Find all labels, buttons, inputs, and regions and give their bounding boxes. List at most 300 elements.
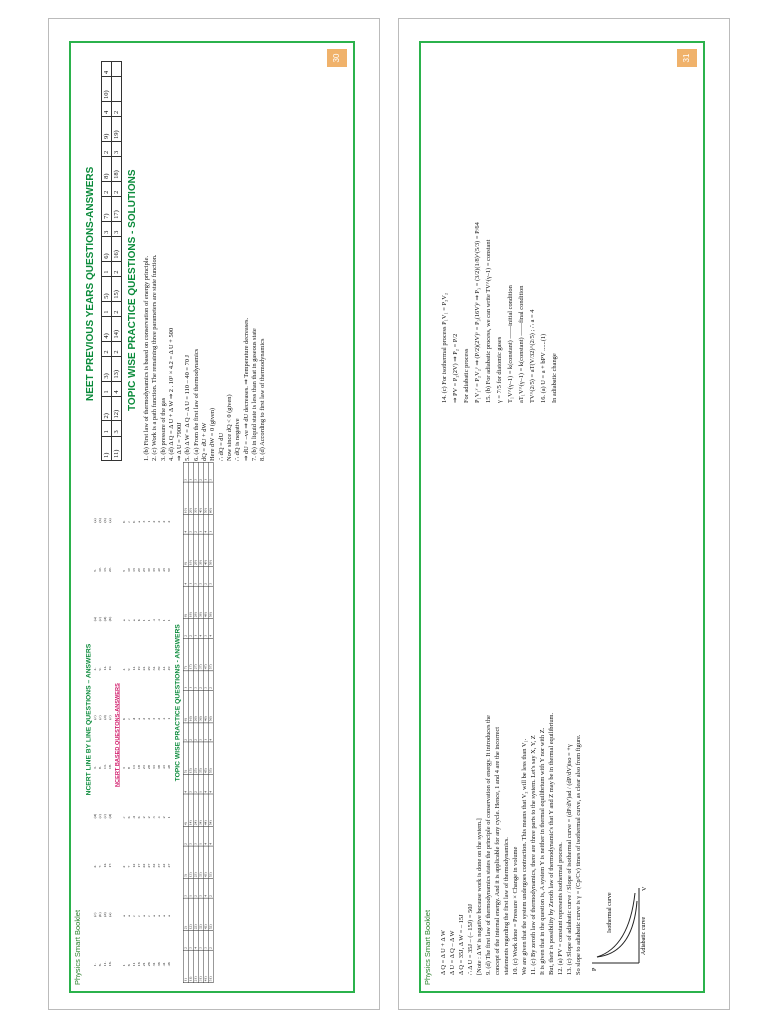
question-number: 7) <box>102 196 112 221</box>
topic-answers-title: TOPIC WISE PRACTICE QUESTIONS - ANSWERS <box>174 624 181 782</box>
page-number: 31 <box>677 49 697 67</box>
question-number: 27 <box>147 863 151 868</box>
question-number: 1 <box>122 964 126 967</box>
question-number: 6. <box>98 963 102 967</box>
solution-line: T₁V^(γ–1) = k(constant) ——initial condition <box>507 285 514 403</box>
question-number: 2. <box>93 864 97 868</box>
question-number: 30 <box>147 568 151 572</box>
solutions-14-16 <box>439 63 560 403</box>
answer-value: 1 <box>198 775 203 795</box>
question-number: 9 <box>127 668 131 671</box>
question-number: 17) <box>188 638 193 670</box>
question-number: 14) <box>188 794 193 826</box>
answer-value: b <box>127 816 131 819</box>
answer-value: 2 <box>208 879 213 899</box>
answer-value: 2 <box>183 931 188 951</box>
answer-value: 4 <box>102 62 112 77</box>
answer-value: a <box>137 718 141 720</box>
booklet-page-30 <box>48 18 380 1010</box>
question-number: 36 <box>157 962 161 967</box>
solution-line: statements regarding the first law of thermodynamics. <box>503 837 510 975</box>
solution-line: 2. (c) Work is a path function. The remaining three parameters are state function. <box>151 254 159 461</box>
answer-value: c <box>127 520 131 523</box>
answer-value: 4 <box>112 381 122 396</box>
answer-value: 2 <box>183 723 188 743</box>
answer-value: 3 <box>203 619 208 639</box>
answer-value: 4 <box>208 723 213 743</box>
answer-value: 4 <box>183 567 188 587</box>
question-number: 14) <box>112 316 122 341</box>
question-number: 9. <box>98 667 102 671</box>
solution-line: 1. (b) First law of thermodynamics is based on conservation of energy principle. <box>143 255 150 461</box>
question-number: 21 <box>142 962 146 967</box>
solution-line: ⇒ dU = –ve ⇒ dU decreases. ⇒ Temperature decreases. <box>242 317 250 461</box>
answer-value: (b) <box>108 616 112 622</box>
answer-value: d <box>132 717 136 720</box>
answer-value: a <box>167 915 171 917</box>
question-number: 17 <box>137 863 141 868</box>
page-31-frame <box>419 41 705 993</box>
question-number: 49) <box>203 534 208 566</box>
solution-line: γ = 7/5 for diatomic gases <box>496 336 503 403</box>
question-number: 49 <box>167 666 171 671</box>
question-number: 15 <box>132 568 136 572</box>
question-number: 14 <box>132 666 136 671</box>
p-axis-label: P <box>592 967 598 971</box>
solution-line: 14. (c) For isothermal process P₁V₁ = P₂V₂ <box>441 292 448 403</box>
question-number: 18) <box>188 586 193 618</box>
answer-value: 2 <box>188 723 193 743</box>
question-number: 10) <box>183 482 188 514</box>
question-number: 46 <box>167 962 171 967</box>
question-number: 31) <box>198 950 203 982</box>
answer-value: 1 <box>142 619 146 622</box>
answer-value: 1 <box>188 567 193 587</box>
page-30-rotated-content <box>49 19 379 1009</box>
question-number: 43) <box>203 846 208 878</box>
answer-value: 4 <box>208 775 213 795</box>
answer-value: 4 <box>208 827 213 847</box>
answer-value: b <box>137 816 141 819</box>
neet-answers-table <box>101 61 122 461</box>
solution-line: [Note : Δ W is negative because work is done on the system.] <box>476 818 483 975</box>
question-number: 43 <box>162 765 166 770</box>
question-number: 4. <box>93 667 97 671</box>
answer-value: 2 <box>167 520 171 523</box>
answer-value: 2 <box>147 816 151 819</box>
question-number: 5) <box>183 742 188 774</box>
question-number: 5) <box>102 276 112 301</box>
answer-value: 3 <box>193 567 198 587</box>
question-number: 28) <box>193 586 198 618</box>
answer-value: 2 <box>208 931 213 951</box>
answer-value: 3 <box>198 931 203 951</box>
answer-value: (c) <box>93 715 97 720</box>
question-number: 22 <box>142 863 146 868</box>
answer-value: (d) <box>108 813 112 819</box>
question-number: 50) <box>203 482 208 514</box>
ncert-line-title: NCERT LINE BY LINE QUESTIONS – ANSWERS <box>85 643 92 796</box>
question-number: 18 <box>137 765 141 770</box>
answer-value: 2 <box>193 879 198 899</box>
solution-line: ⇒ PV = P₂(2V) ⇒ P₂ = P/2 <box>452 333 459 403</box>
answer-value: 3 <box>183 879 188 899</box>
answer-value: 1 <box>208 515 213 535</box>
answer-value: (a) <box>108 912 112 917</box>
answer-value: 3 <box>208 462 213 482</box>
answer-value: (d) <box>93 813 97 819</box>
question-number: 51) <box>208 950 213 982</box>
question-number: 54) <box>208 794 213 826</box>
adiabatic-curve <box>597 901 637 957</box>
answer-value: 2 <box>198 671 203 691</box>
answer-value: 2 <box>147 717 151 720</box>
answer-value: 3 <box>188 775 193 795</box>
question-number: 30) <box>193 482 198 514</box>
neet-answers-title: NEET PREVIOUS YEARS QUESTIONS-ANSWERS <box>85 166 96 401</box>
question-number: 13) <box>188 846 193 878</box>
answer-value: 2 <box>157 520 161 523</box>
answer-value: (c) <box>103 814 107 819</box>
answer-value: 2 <box>183 619 188 639</box>
question-number: 57) <box>208 638 213 670</box>
question-number: 14. <box>103 665 107 671</box>
v-axis-label: V <box>642 886 648 891</box>
answer-value: 2 <box>203 567 208 587</box>
question-number: 26) <box>193 690 198 722</box>
solution-line: 9. (d) The first law of thermodynamics states the principle of conservation of energy. It introduces the <box>485 715 492 975</box>
answer-value: 3 <box>203 931 208 951</box>
answer-value: 2 <box>157 717 161 720</box>
question-number: 2 <box>122 865 126 868</box>
answer-value: 2 <box>112 181 122 196</box>
answer-value: c <box>132 915 136 917</box>
answer-value: 4 <box>193 931 198 951</box>
question-number: 12) <box>112 396 122 421</box>
question-number: 23 <box>142 765 146 770</box>
question-number: 56) <box>208 690 213 722</box>
question-number: 24 <box>142 666 146 671</box>
answer-value: 3 <box>112 141 122 156</box>
question-number: 55) <box>208 742 213 774</box>
question-number: 8) <box>102 156 112 181</box>
answer-value: d <box>132 816 136 819</box>
answer-value: 4 <box>203 827 208 847</box>
question-number: 19 <box>137 666 141 671</box>
answer-value: 2 <box>102 181 112 196</box>
answer-value: 1 <box>193 619 198 639</box>
answer-value: b <box>137 619 141 622</box>
question-number: 11 <box>132 962 136 967</box>
answer-value: b <box>122 520 126 523</box>
answer-value: 4 <box>183 775 188 795</box>
question-number: 47) <box>203 638 208 670</box>
page-30-lower-block <box>85 51 347 461</box>
solution-line: 8. (d) According to first law of thermodynamics <box>259 338 267 461</box>
question-number: 37) <box>198 638 203 670</box>
question-number: 8 <box>127 767 131 770</box>
question-number: 8) <box>183 586 188 618</box>
solution-line: ∴ Δ U = 35J – (– 15J) = 50J <box>467 904 474 975</box>
solution-line: 15. (b) For adiabatic process, we can write TV^(γ–1) = constant <box>485 239 492 403</box>
answer-value: 2 <box>112 261 122 276</box>
question-number: 4) <box>183 794 188 826</box>
solution-line: 3. (b) pressure of the gas <box>159 397 167 461</box>
question-number: 11) <box>188 950 193 982</box>
question-number: 2) <box>183 898 188 930</box>
answer-value: 2 <box>188 619 193 639</box>
question-number: 15) <box>188 742 193 774</box>
answer-value: 2 <box>152 520 156 523</box>
answer-value: 2 <box>193 515 198 535</box>
page-number: 30 <box>327 49 347 67</box>
question-number: 16. <box>108 961 112 967</box>
answer-value: 1 <box>203 462 208 482</box>
answer-value: c <box>147 915 151 917</box>
answer-value: 1 <box>198 515 203 535</box>
answer-value: 1 <box>188 462 193 482</box>
question-number: 20) <box>188 482 193 514</box>
answer-value: 3 <box>193 462 198 482</box>
answer-value: 4 <box>152 619 156 622</box>
answer-value: 3 <box>198 879 203 899</box>
solution-line: TV^(2/5) = aT(V/32)^(2/5) ; ∴ a = 4 <box>529 309 536 403</box>
solution-line: So slope to adiabatic curve is γ = (Cp/Cv) times of isothermal curve, as clear also from figure. <box>575 734 582 975</box>
question-number: 36) <box>198 690 203 722</box>
answer-value: 2 <box>112 102 122 117</box>
solution-line: ∴ dQ is negative <box>234 418 242 461</box>
question-number: 28 <box>147 765 151 770</box>
question-number: 17. <box>108 862 112 868</box>
solution-line: P₁V₁ʸ = P₂V₂ʸ ⇒ (P/2)(2V)ʸ = P₃(16V)ʸ ⇒ P₃ = (3/2)(1/8)^(5/3) = P/64 <box>474 222 481 403</box>
answer-value: (a) <box>108 518 112 523</box>
question-number: 17) <box>112 196 122 221</box>
solution-line: In adiabatic change <box>551 353 558 403</box>
answer-value: (c) <box>98 814 102 819</box>
isothermal-label: Isothermal curve <box>607 892 613 933</box>
answer-value: 4 <box>162 717 166 720</box>
answer-value: 1 <box>167 619 171 622</box>
answer-value: (d) <box>103 912 107 917</box>
running-header: Physics Smart Booklet <box>73 909 82 985</box>
answer-value: 2 <box>142 816 146 819</box>
question-number: 3) <box>102 356 112 381</box>
question-number: 15) <box>112 276 122 301</box>
answer-value: 2 <box>193 723 198 743</box>
question-number: 60) <box>208 482 213 514</box>
answer-value: (c) <box>98 616 102 622</box>
solution-line: Δ U = Δ Q – Δ W <box>449 930 456 975</box>
answer-value: 3 <box>188 827 193 847</box>
answer-value: 1 <box>102 301 112 316</box>
answer-value: 3 <box>142 520 146 523</box>
question-number: 3) <box>183 846 188 878</box>
question-number: 16) <box>188 690 193 722</box>
answer-value: 4 <box>102 102 112 117</box>
answer-value: b <box>122 717 126 720</box>
answer-value: 1 <box>188 671 193 691</box>
answer-value: 1 <box>198 827 203 847</box>
answer-value: 4 <box>157 816 161 819</box>
question-number: 45 <box>162 568 166 572</box>
solution-line: Here dW = 0 (given) <box>209 407 217 461</box>
answer-value: a <box>157 915 161 917</box>
answer-value: (d) <box>103 715 107 720</box>
answer-value: c <box>127 619 131 622</box>
question-number: 2) <box>102 396 112 421</box>
answer-value: a <box>137 520 141 523</box>
question-number: 26 <box>147 962 151 967</box>
solution-line: 7. (b) in liquid state is less than that in gaseous state <box>250 328 258 461</box>
answer-value: (a) <box>93 616 97 622</box>
question-number: 1) <box>183 950 188 982</box>
question-number: 13. <box>103 764 107 770</box>
answer-value: 2 <box>142 717 146 720</box>
answer-value: (b) <box>98 912 102 917</box>
question-number: 11) <box>112 436 122 460</box>
question-number: 21) <box>193 950 198 982</box>
question-number: 19. <box>108 665 112 671</box>
answer-value: 3 <box>198 567 203 587</box>
isothermal-curve <box>597 893 635 957</box>
question-number: 44 <box>162 666 166 671</box>
answer-value: 2 <box>112 301 122 316</box>
question-number: 16) <box>112 236 122 261</box>
answer-value <box>112 62 122 77</box>
question-number: 13 <box>132 765 136 770</box>
question-number: 42 <box>162 863 166 868</box>
page-31-rotated-content <box>399 19 729 1009</box>
answer-value: 4 <box>198 619 203 639</box>
solution-line: It is given that in the question is, A system Y is neither in thermal equilibrium with Y nor with Z. <box>539 727 546 975</box>
question-number: 38 <box>157 765 161 770</box>
question-number: 7. <box>98 864 102 868</box>
question-number: 34 <box>152 666 156 671</box>
answer-value: 2 <box>102 141 112 156</box>
answer-value: 3 <box>193 827 198 847</box>
answer-value: a <box>142 915 146 917</box>
answer-value: 3 <box>152 816 156 819</box>
question-number: 35) <box>198 742 203 774</box>
solution-line: ⇒ Δ U = 7900J <box>176 422 184 461</box>
question-number: 50 <box>167 568 171 572</box>
solution-line: 13. (c) Slope of adiabatic curve / Slope of isothermal curve = (dP/dV)ad / (dP/dV)iso = +γ <box>566 744 573 975</box>
answer-value: 1 <box>102 421 112 436</box>
question-number: 29) <box>193 534 198 566</box>
answer-value: (d) <box>103 616 107 622</box>
question-number: 9) <box>183 534 188 566</box>
question-number: 33 <box>152 765 156 770</box>
question-number: 46) <box>203 690 208 722</box>
question-number: 18. <box>108 764 112 770</box>
question-number: 34) <box>198 794 203 826</box>
question-number: 40) <box>198 482 203 514</box>
question-number: 42) <box>203 898 208 930</box>
answer-value: 3 <box>193 671 198 691</box>
answer-value: (a) <box>93 518 97 523</box>
question-number: 19) <box>188 534 193 566</box>
answer-value: a <box>152 915 156 917</box>
solution-line: concept of the internal energy. And it is applicable for any cycle. Hence, 1 and 4 are the incorrect <box>494 726 501 975</box>
question-number: 32 <box>152 863 156 868</box>
answer-value: 1 <box>102 381 112 396</box>
answer-value: 3 <box>152 717 156 720</box>
solution-line: 5. (b) Δ W = Δ Q – Δ U = 110 – 40 = 70 J <box>184 354 192 461</box>
question-number: 9) <box>102 117 112 142</box>
question-number: 20. <box>108 567 112 572</box>
question-number: 8. <box>98 766 102 770</box>
question-number: 5. <box>93 569 97 572</box>
pv-curve-graph <box>587 883 647 973</box>
question-number: 15. <box>103 567 107 572</box>
solution-line: 10. (c) Work done = Pressure × Change in volume <box>512 846 519 975</box>
answer-value: 1 <box>167 816 171 819</box>
question-number: 11. <box>103 961 107 967</box>
answer-value: a <box>122 619 126 622</box>
solution-line: Δ Q = 35J, Δ W = – 15J <box>458 914 465 975</box>
question-number: 20 <box>137 568 141 572</box>
solution-line: 16. (a) U = a + bPV ......(1) <box>540 333 547 403</box>
adiabatic-label: Adiabatic curve <box>641 916 647 955</box>
answer-value: 1 <box>203 723 208 743</box>
answer-value: b <box>132 520 136 523</box>
answer-value: 1 <box>162 619 166 622</box>
solution-line: Δ Q = Δ U + Δ W <box>440 930 447 975</box>
booklet-page-31 <box>398 18 730 1010</box>
answer-value: c <box>137 915 141 917</box>
answer-value: 4 <box>203 515 208 535</box>
answer-value: 3 <box>112 421 122 436</box>
solution-line: For adiabatic process <box>463 348 470 403</box>
answer-row <box>102 62 112 461</box>
answer-value: 1 <box>147 520 151 523</box>
answer-value: 3 <box>112 221 122 236</box>
solution-line: 4. (d) Δ Q = Δ U + Δ W ⇒ 2 . 10³ × 4.2 = Δ U + 500 <box>167 327 175 461</box>
solution-line: aT₁V^(γ–1) = k(constant) ——final condition <box>518 285 525 403</box>
answer-row <box>112 62 122 461</box>
question-number: 59) <box>208 534 213 566</box>
answer-value: 4 <box>183 515 188 535</box>
answer-value: a <box>162 915 166 917</box>
answer-value: 2 <box>198 462 203 482</box>
answer-value: c <box>127 718 131 720</box>
running-header: Physics Smart Booklet <box>423 909 432 985</box>
answer-value: 3 <box>198 723 203 743</box>
question-number: 48) <box>203 586 208 618</box>
question-number: 52) <box>208 898 213 930</box>
question-number: 1) <box>102 436 112 460</box>
answer-value: 1 <box>188 879 193 899</box>
answer-value: (b) <box>103 518 107 523</box>
answer-value: 1 <box>167 717 171 720</box>
answer-value: 4 <box>157 619 161 622</box>
answer-value: a <box>132 619 136 622</box>
question-number: 39) <box>198 534 203 566</box>
answer-value: c <box>122 816 126 819</box>
question-number: 25) <box>193 742 198 774</box>
question-number: 16 <box>137 962 141 967</box>
question-number: 39 <box>157 666 161 671</box>
question-number: 27) <box>193 638 198 670</box>
question-number: 40 <box>157 568 161 572</box>
answer-value: 3 <box>188 931 193 951</box>
question-number: 5 <box>122 570 126 572</box>
answer-value: 4 <box>203 775 208 795</box>
question-number: 4) <box>102 316 112 341</box>
question-number: 18) <box>112 156 122 181</box>
question-number: 37 <box>157 863 161 868</box>
question-number: 24) <box>193 794 198 826</box>
